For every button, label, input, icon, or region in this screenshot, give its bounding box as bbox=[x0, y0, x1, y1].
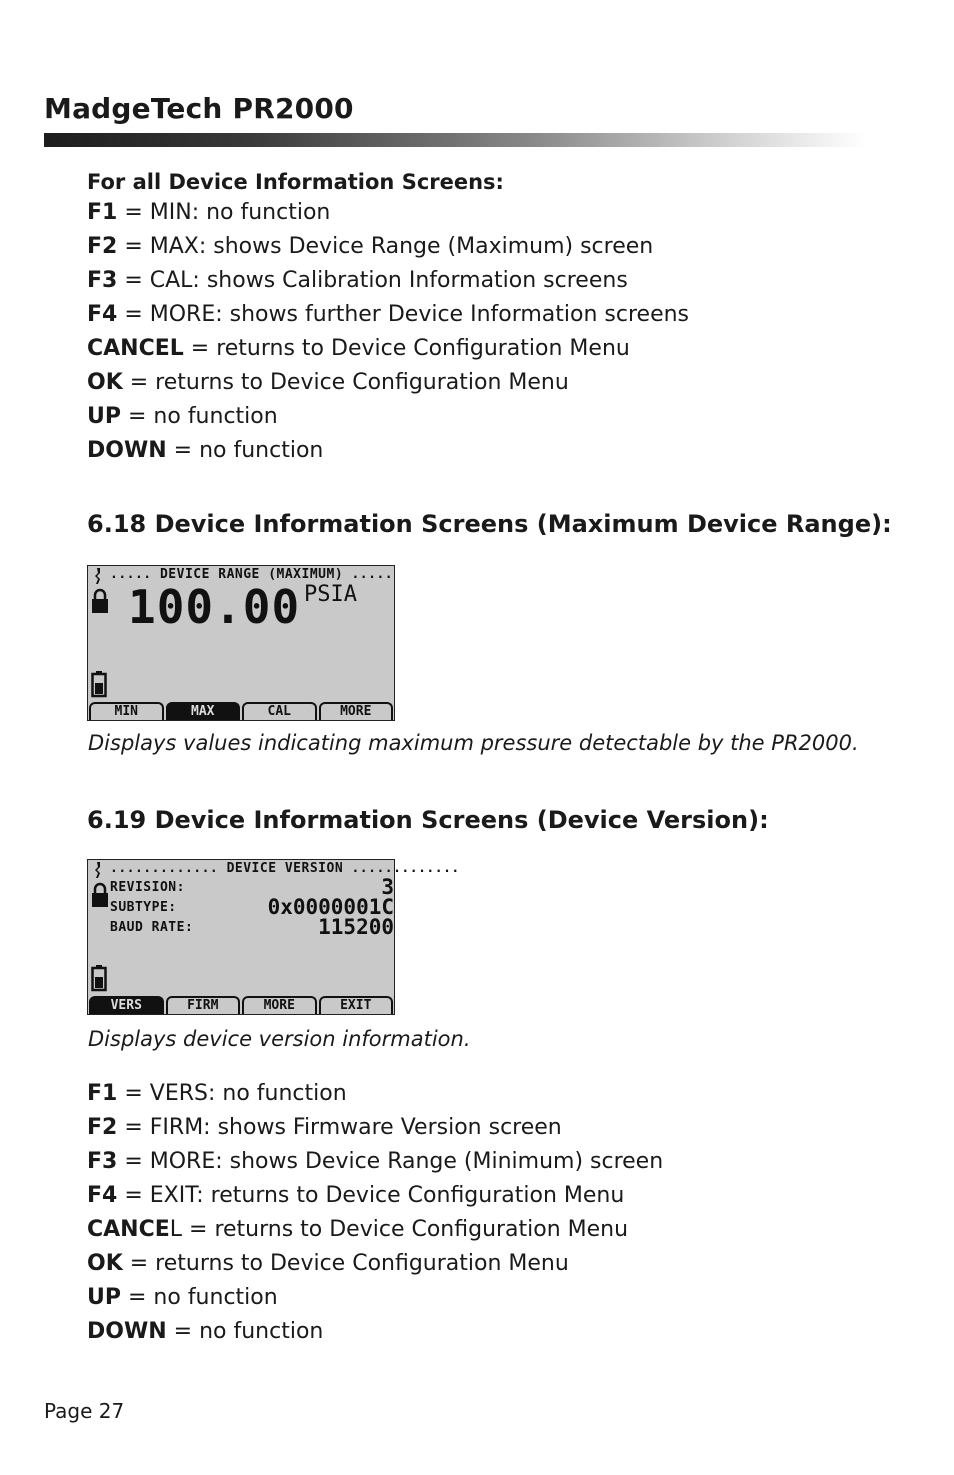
intro-item-text: = MAX: shows Device Range (Maximum) screen bbox=[117, 234, 654, 259]
lcd-info-value: 0x0000001C bbox=[267, 895, 394, 919]
key-item-text: = EXIT: returns to Device Configuration Menu bbox=[117, 1183, 625, 1208]
key-item bbox=[87, 1179, 663, 1213]
intro-item bbox=[87, 196, 689, 230]
key-item bbox=[87, 1247, 663, 1281]
key-item-key: DOWN bbox=[87, 1319, 167, 1344]
intro-item-text: = CAL: shows Calibration Information screens bbox=[117, 268, 628, 293]
key-item-text: = no function bbox=[121, 1285, 278, 1310]
key-item-text: = VERS: no function bbox=[117, 1081, 347, 1106]
page-number: Page 27 bbox=[44, 1399, 125, 1423]
intro-item bbox=[87, 264, 689, 298]
lcd-info-label: SUBTYPE: bbox=[110, 900, 177, 915]
key-item-key: F1 bbox=[87, 1081, 118, 1106]
key-item-key: F2 bbox=[87, 1115, 118, 1140]
lcd-function-keys bbox=[88, 702, 394, 720]
key-item-key: F3 bbox=[87, 1149, 118, 1174]
document-header-title: MadgeTech PR2000 bbox=[44, 92, 354, 125]
key-item-key: OK bbox=[87, 1251, 123, 1276]
intro-item-text: = no function bbox=[166, 438, 324, 463]
intro-item-key: F4 bbox=[87, 302, 118, 327]
key-item-text: L = returns to Device Configuration Menu bbox=[169, 1217, 629, 1242]
key-item-text: = FIRM: shows Firmware Version screen bbox=[117, 1115, 562, 1140]
intro-item-key: UP bbox=[87, 404, 121, 429]
intro-block bbox=[87, 168, 689, 468]
intro-item-text: = MORE: shows further Device Information screens bbox=[117, 302, 690, 327]
key-item-text: = MORE: shows Device Range (Minimum) screen bbox=[117, 1149, 664, 1174]
lcd-info-label: REVISION: bbox=[110, 880, 185, 895]
lcd-title: ............. DEVICE VERSION ............. bbox=[110, 861, 460, 876]
intro-item-text: = returns to Device Configuration Menu bbox=[183, 336, 630, 361]
battery-icon bbox=[91, 671, 107, 701]
intro-item-key: F1 bbox=[87, 200, 118, 225]
usb-plug-icon bbox=[91, 862, 105, 882]
lcd-max-pressure-value: 100.00 bbox=[128, 580, 301, 634]
intro-item bbox=[87, 366, 689, 400]
intro-item bbox=[87, 434, 689, 468]
intro-item bbox=[87, 298, 689, 332]
battery-icon bbox=[91, 965, 107, 995]
key-item-key: F4 bbox=[87, 1183, 118, 1208]
intro-item-key: OK bbox=[87, 370, 123, 395]
lock-icon bbox=[91, 882, 109, 912]
softkey-min[interactable]: MIN bbox=[89, 702, 164, 720]
lock-icon bbox=[91, 588, 109, 618]
lcd-title: ..... DEVICE RANGE (MAXIMUM) ..... bbox=[110, 567, 394, 582]
softkey-exit[interactable]: EXIT bbox=[319, 996, 394, 1014]
key-item bbox=[87, 1315, 663, 1349]
intro-item-text: = returns to Device Configuration Menu bbox=[122, 370, 569, 395]
lcd-info-row-baud-rate bbox=[110, 915, 394, 939]
key-item bbox=[87, 1145, 663, 1179]
intro-item bbox=[87, 230, 689, 264]
section-618-caption: Displays values indicating maximum pressure detectable by the PR2000. bbox=[88, 731, 859, 755]
key-item-key: UP bbox=[87, 1285, 121, 1310]
intro-heading: For all Device Information Screens: bbox=[87, 170, 504, 194]
lcd-info-value: 3 bbox=[381, 875, 394, 899]
section-619-key-list bbox=[87, 1077, 663, 1349]
intro-item bbox=[87, 400, 689, 434]
intro-item bbox=[87, 332, 689, 366]
lcd-function-keys bbox=[88, 996, 394, 1014]
intro-item-key: F3 bbox=[87, 268, 118, 293]
intro-item-text: = no function bbox=[121, 404, 278, 429]
key-item bbox=[87, 1213, 663, 1247]
lcd-screen-device-range bbox=[87, 565, 395, 721]
intro-item-text: = MIN: no function bbox=[117, 200, 331, 225]
usb-plug-icon bbox=[91, 568, 105, 588]
key-item bbox=[87, 1111, 663, 1145]
lcd-info-value: 115200 bbox=[318, 915, 394, 939]
section-618-title: 6.18 Device Information Screens (Maximum Device Range): bbox=[87, 510, 892, 538]
header-gradient-rule bbox=[44, 133, 866, 147]
intro-item-key: DOWN bbox=[87, 438, 167, 463]
intro-item-key: F2 bbox=[87, 234, 118, 259]
intro-item-key: CANCEL bbox=[87, 336, 184, 361]
section-619-title: 6.19 Device Information Screens (Device Version): bbox=[87, 806, 769, 834]
lcd-screen-device-version bbox=[87, 859, 460, 1015]
lcd-pressure-unit: PSIA bbox=[304, 582, 357, 607]
key-item-text: = returns to Device Configuration Menu bbox=[122, 1251, 569, 1276]
key-item-key: CANCE bbox=[87, 1217, 170, 1242]
key-item bbox=[87, 1281, 663, 1315]
softkey-more[interactable]: MORE bbox=[242, 996, 317, 1014]
softkey-more[interactable]: MORE bbox=[319, 702, 394, 720]
softkey-vers[interactable]: VERS bbox=[89, 996, 164, 1014]
section-619-caption: Displays device version information. bbox=[88, 1027, 471, 1051]
softkey-firm[interactable]: FIRM bbox=[166, 996, 241, 1014]
softkey-max[interactable]: MAX bbox=[166, 702, 241, 720]
key-item-text: = no function bbox=[166, 1319, 324, 1344]
lcd-info-label: BAUD RATE: bbox=[110, 920, 194, 935]
softkey-cal[interactable]: CAL bbox=[242, 702, 317, 720]
key-item bbox=[87, 1077, 663, 1111]
